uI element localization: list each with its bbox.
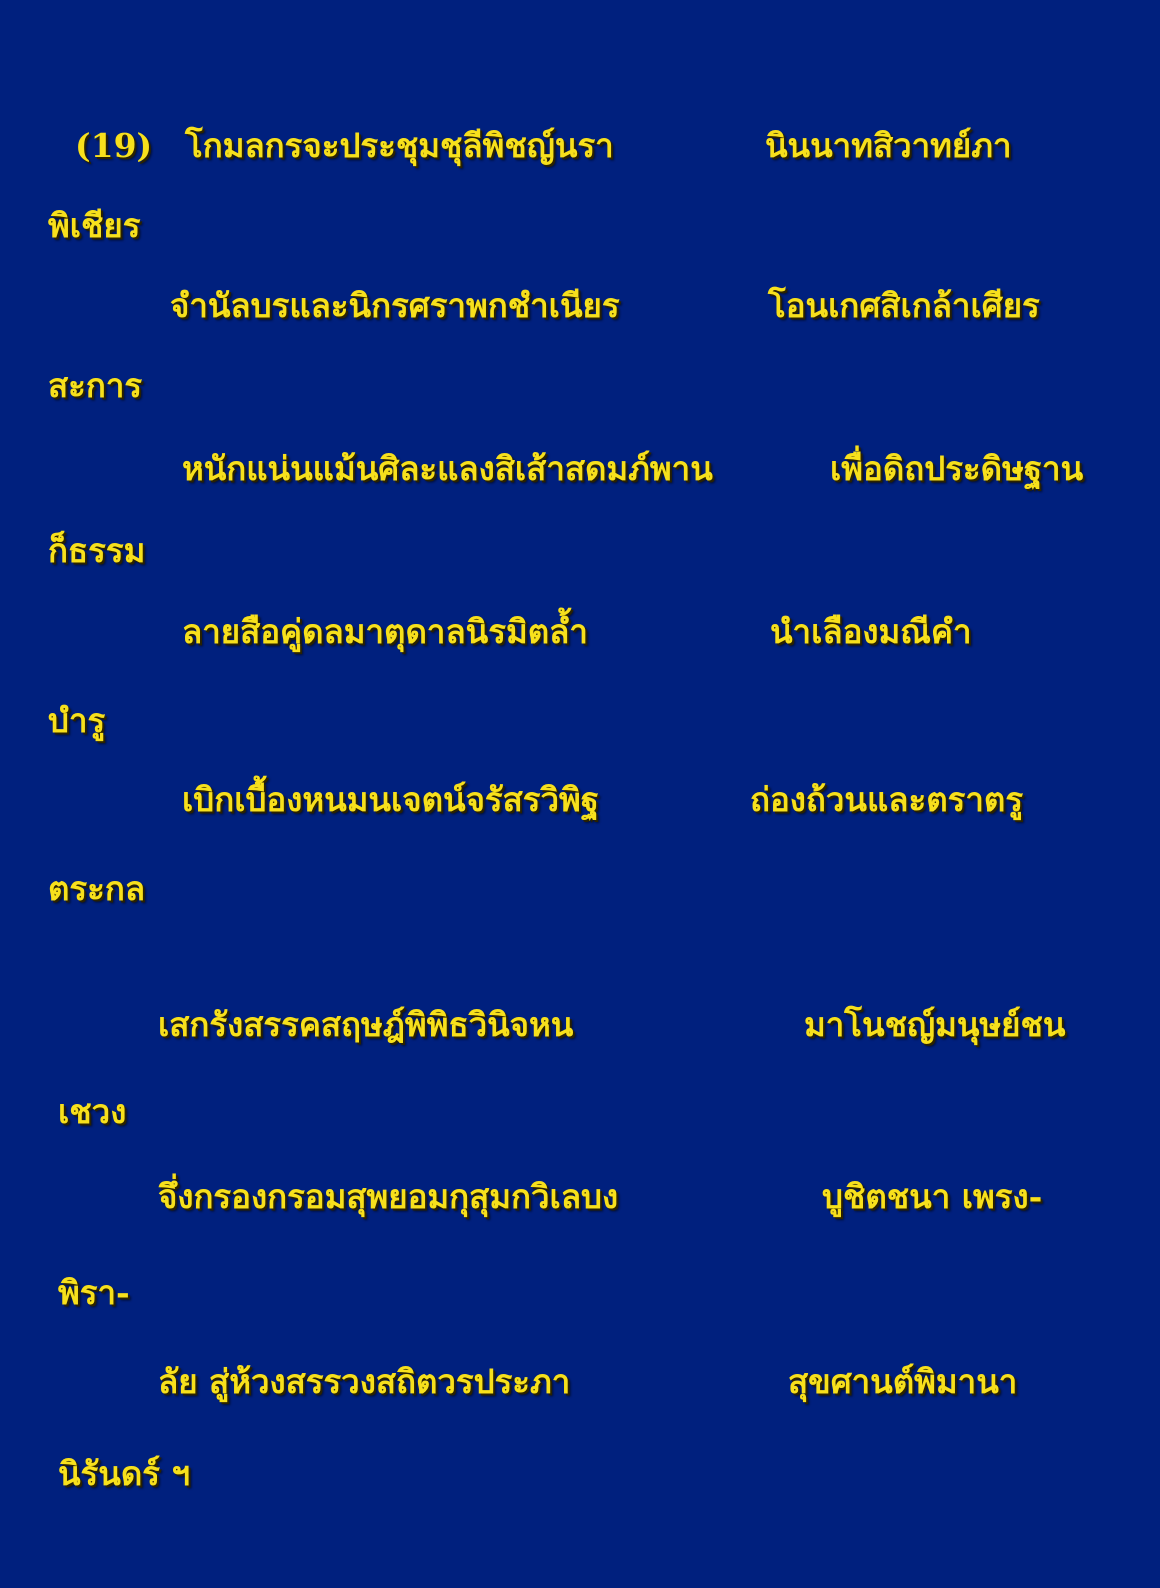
verse-line-7a: จึ่งกรองกรอมสุพยอมกุสุมกวิเลบง: [158, 1177, 619, 1216]
verse-line-4b: นำเลืองมณีคำ: [770, 612, 972, 651]
verse-line-5-wrap: ตระกล: [48, 869, 146, 908]
verse-line-3b: เพื่อดิถประดิษฐาน: [830, 449, 1084, 488]
verse-line-6a: เสกรังสรรคสฤษฎ์พิพิธวินิจหน: [158, 1005, 574, 1044]
verse-line-8b: สุขศานต์พิมานา: [788, 1362, 1018, 1401]
verse-line-4-wrap: บำรู: [48, 701, 106, 740]
verse-line-1b: นินนาทสิวาทย์ภา: [765, 126, 1012, 165]
verse-line-7b: บูชิตชนา เพรง-: [822, 1177, 1043, 1216]
verse-line-2b: โอนเกศสิเกล้าเศียร: [768, 286, 1040, 325]
verse-line-6-wrap: เชวง: [58, 1092, 127, 1131]
verse-line-3a: หนักแน่นแม้นศิละแลงสิเส้าสดมภ์พาน: [182, 449, 713, 488]
verse-line-8a: ลัย สู่ห้วงสรรวงสถิตวรประภา: [158, 1362, 571, 1401]
verse-line-4a: ลายสือคู่ดลมาตุดาลนิรมิตล้ำ: [182, 612, 588, 651]
verse-line-1a: โกมลกรจะประชุมชุลีพิชญ์นรา: [185, 126, 614, 165]
verse-line-5a: เบิกเบื้องหนมนเจตน์จรัสรวิพิฐ: [182, 780, 600, 819]
verse-line-8-wrap: นิรันดร์ ฯ: [58, 1454, 191, 1493]
verse-line-6b: มาโนชญ์มนุษย์ชน: [804, 1005, 1066, 1044]
stanza-number: (19): [75, 126, 153, 165]
verse-line-1-wrap: พิเชียร: [48, 206, 141, 245]
verse-line-3-wrap: ก็ธรรม: [48, 531, 146, 570]
verse-line-2-wrap: สะการ: [48, 366, 143, 405]
verse-line-7-wrap: พิรา-: [58, 1273, 130, 1312]
verse-line-2a: จำนัลบรและนิกรศราพกชำเนียร: [170, 286, 620, 325]
verse-line-5b: ถ่องถ้วนและตราตรู: [750, 780, 1024, 819]
